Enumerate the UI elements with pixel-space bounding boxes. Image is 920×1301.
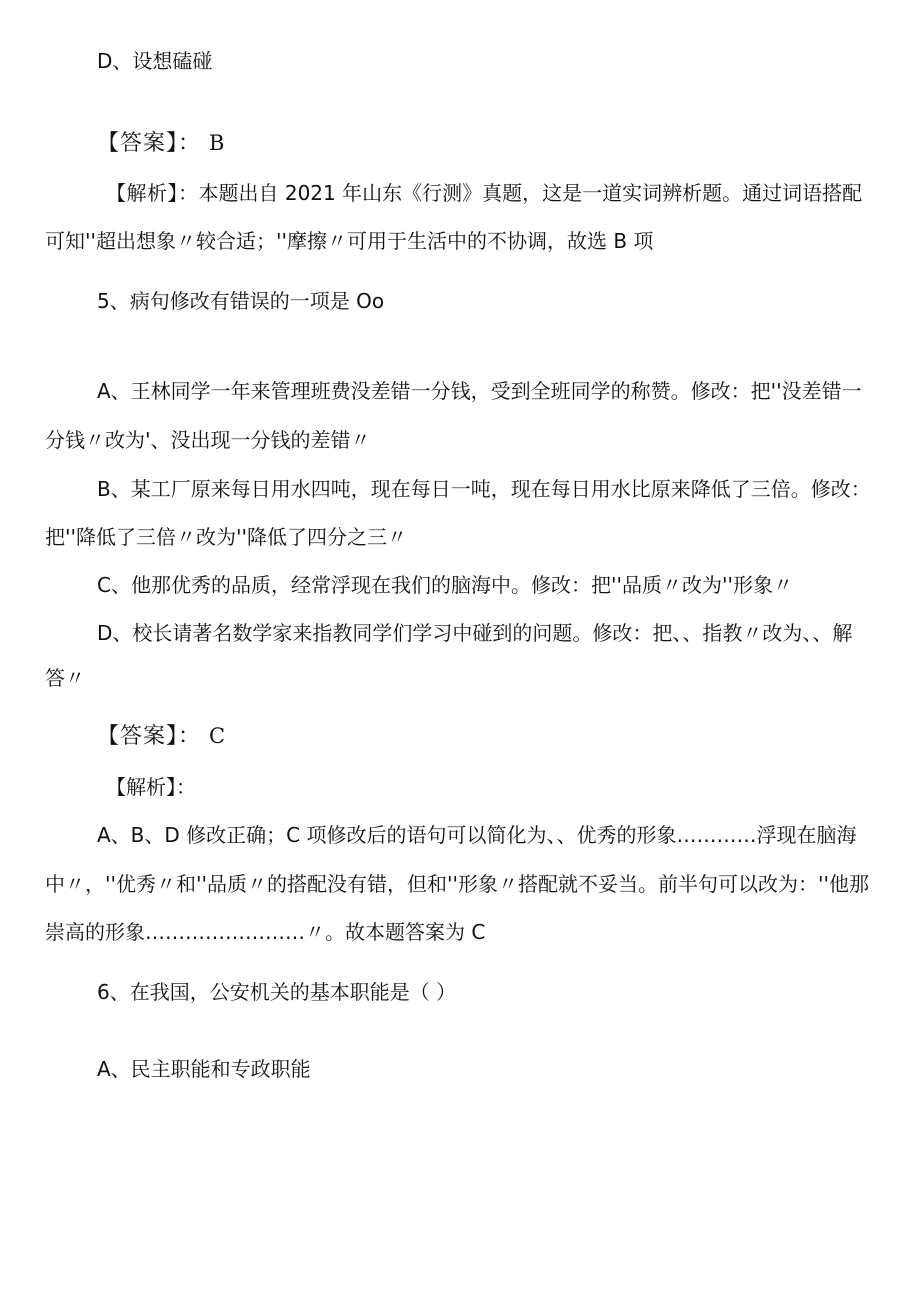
answer-label: 【答案】： [97, 724, 202, 749]
q4-option-d: D、设想磕碰 [97, 49, 213, 73]
q5-option-c: C、他那优秀的品质，经常浮现在我们的脑海中。修改：把''品质〃改为''形象〃 [97, 573, 793, 597]
explanation-label: 【解析】： [106, 181, 199, 205]
q5-option-d-line-1: D、校长请著名数学家来指教同学们学习中碰到的问题。修改：把、、指教〃改为、、解 [97, 621, 853, 645]
answer-value: C [209, 724, 226, 748]
q5-explanation-line-1: A、B、D 修改正确；C 项修改后的语句可以简化为、、优秀的形象…………浮现在脑海 [97, 823, 857, 847]
q4-explanation-line-1: 【解析】：本题出自 2021 年山东《行测》真题，这是一道实词辨析题。通过词语搭配 [106, 181, 863, 205]
q5-option-a-line-2: 分钱〃改为'、没出现一分钱的差错〃 [45, 428, 371, 452]
q4-explanation-line-2: 可知''超出想象〃较合适；''摩擦〃可用于生活中的不协调，故选 B 项 [45, 229, 654, 253]
q5-explanation-line-3: 崇高的形象……………………〃。故本题答案为 C [45, 920, 486, 944]
q5-option-b-line-2: 把''降低了三倍〃改为''降低了四分之三〃 [45, 525, 407, 549]
answer-value: B [209, 131, 225, 155]
q5-stem: 5、病句修改有错误的一项是 Oo [97, 289, 385, 313]
q5-option-a-line-1: A、王林同学一年来管理班费没差错一分钱，受到全班同学的称赞。修改：把''没差错一 [97, 379, 862, 403]
q5-explanation-line-2: 中〃，''优秀〃和''品质〃的搭配没有错，但和''形象〃搭配就不妥当。前半句可以改为：''他那 [45, 872, 869, 896]
q4-answer [97, 130, 224, 157]
q5-option-d-line-2: 答〃 [45, 666, 85, 690]
q5-explanation-label: 【解析】： [106, 775, 196, 799]
q6-stem: 6、在我国，公安机关的基本职能是（ ） [97, 980, 457, 1004]
q6-option-a: A、民主职能和专政职能 [97, 1057, 311, 1081]
answer-label: 【答案】： [97, 131, 202, 156]
q5-option-b-line-1: B、某工厂原来每日用水四吨，现在每日一吨，现在每日用水比原来降低了三倍。修改： [97, 477, 871, 501]
q5-answer [97, 723, 225, 750]
